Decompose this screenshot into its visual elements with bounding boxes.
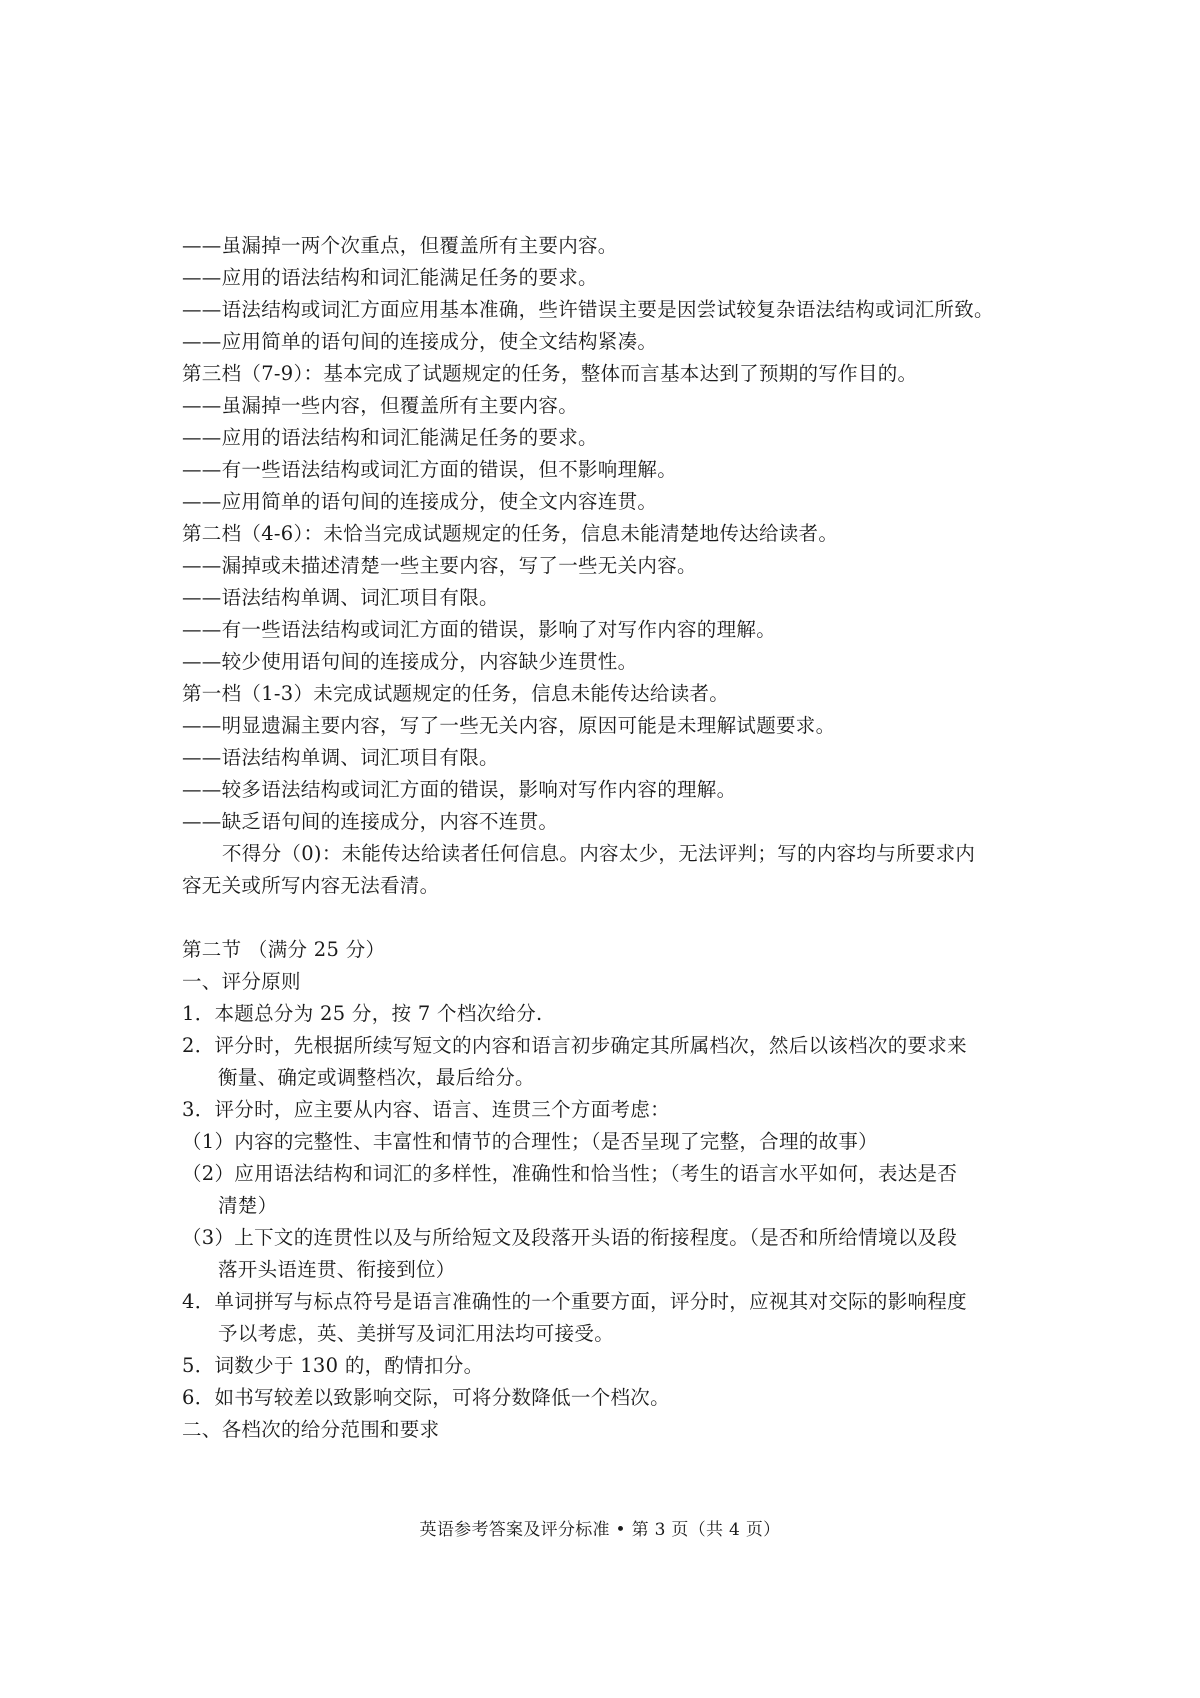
principle-3-sub-2: （2）应用语法结构和词汇的多样性，准确性和恰当性；（考生的语言水平如何，表达是否 — [182, 1162, 958, 1185]
principle-2-continued: 衡量、确定或调整档次，最后给分。 — [218, 1066, 535, 1089]
zero-score-line: 不得分（0)：未能传达给读者任何信息。内容太少，无法评判；写的内容均与所要求内 — [222, 842, 976, 865]
level3-item: ——应用简单的语句间的连接成分，使全文内容连贯。 — [182, 490, 658, 513]
level2-item: ——漏掉或未描述清楚一些主要内容，写了一些无关内容。 — [182, 554, 697, 577]
principle-4: 4．单词拼写与标点符号是语言准确性的一个重要方面，评分时，应视其对交际的影响程度 — [182, 1290, 967, 1313]
page-content — [182, 230, 1032, 1446]
level4-item: ——虽漏掉一两个次重点，但覆盖所有主要内容。 — [182, 234, 618, 257]
principle-6: 6．如书写较差以致影响交际，可将分数降低一个档次。 — [182, 1386, 670, 1409]
level1-heading: 第一档（1-3）未完成试题规定的任务，信息未能传达给读者。 — [182, 682, 730, 705]
level2-item: ——语法结构单调、词汇项目有限。 — [182, 586, 499, 609]
principle-3-sub-1: （1）内容的完整性、丰富性和情节的合理性；（是否呈现了完整，合理的故事） — [182, 1130, 878, 1153]
level4-item: ——应用简单的语句间的连接成分，使全文结构紧凑。 — [182, 330, 658, 353]
level4-item: ——应用的语法结构和词汇能满足任务的要求。 — [182, 266, 598, 289]
principle-3-sub-3-continued: 落开头语连贯、衔接到位） — [218, 1258, 456, 1281]
level4-item: ——语法结构或词汇方面应用基本准确，些许错误主要是因尝试较复杂语法结构或词汇所致。 — [182, 298, 994, 321]
level3-item: ——虽漏掉一些内容，但覆盖所有主要内容。 — [182, 394, 579, 417]
principle-2: 2．评分时，先根据所续写短文的内容和语言初步确定其所属档次，然后以该档次的要求来 — [182, 1034, 967, 1057]
level1-item: ——较多语法结构或词汇方面的错误，影响对写作内容的理解。 — [182, 778, 737, 801]
level3-heading: 第三档（7-9）：基本完成了试题规定的任务，整体而言基本达到了预期的写作目的。 — [182, 362, 918, 385]
level3-item: ——应用的语法结构和词汇能满足任务的要求。 — [182, 426, 598, 449]
principles-heading: 一、评分原则 — [182, 970, 301, 993]
level2-item: ——有一些语法结构或词汇方面的错误，影响了对写作内容的理解。 — [182, 618, 777, 641]
level1-item: ——缺乏语句间的连接成分，内容不连贯。 — [182, 810, 559, 833]
section2-heading: 第二节 （满分 25 分） — [182, 938, 386, 961]
principle-3-sub-3: （3）上下文的连贯性以及与所给短文及段落开头语的衔接程度。（是否和所给情境以及段 — [182, 1226, 958, 1249]
page-footer: 英语参考答案及评分标准 • 第 3 页（共 4 页） — [419, 1520, 781, 1540]
level3-item: ——有一些语法结构或词汇方面的错误，但不影响理解。 — [182, 458, 678, 481]
principle-1: 1．本题总分为 25 分，按 7 个档次给分. — [182, 1002, 543, 1025]
levels-heading: 二、各档次的给分范围和要求 — [182, 1418, 440, 1441]
level2-heading: 第二档（4-6）：未恰当完成试题规定的任务，信息未能清楚地传达给读者。 — [182, 522, 839, 545]
principle-5: 5．词数少于 130 的，酌情扣分。 — [182, 1354, 484, 1377]
level2-item: ——较少使用语句间的连接成分，内容缺少连贯性。 — [182, 650, 638, 673]
principle-3: 3．评分时，应主要从内容、语言、连贯三个方面考虑： — [182, 1098, 670, 1121]
section-spacer — [182, 902, 1032, 934]
principle-3-sub-2-continued: 清楚） — [218, 1194, 278, 1217]
zero-score-line-continued: 容无关或所写内容无法看清。 — [182, 874, 440, 897]
principle-4-continued: 予以考虑，英、美拼写及词汇用法均可接受。 — [218, 1322, 615, 1345]
level1-item: ——语法结构单调、词汇项目有限。 — [182, 746, 499, 769]
level1-item: ——明显遗漏主要内容，写了一些无关内容，原因可能是未理解试题要求。 — [182, 714, 836, 737]
